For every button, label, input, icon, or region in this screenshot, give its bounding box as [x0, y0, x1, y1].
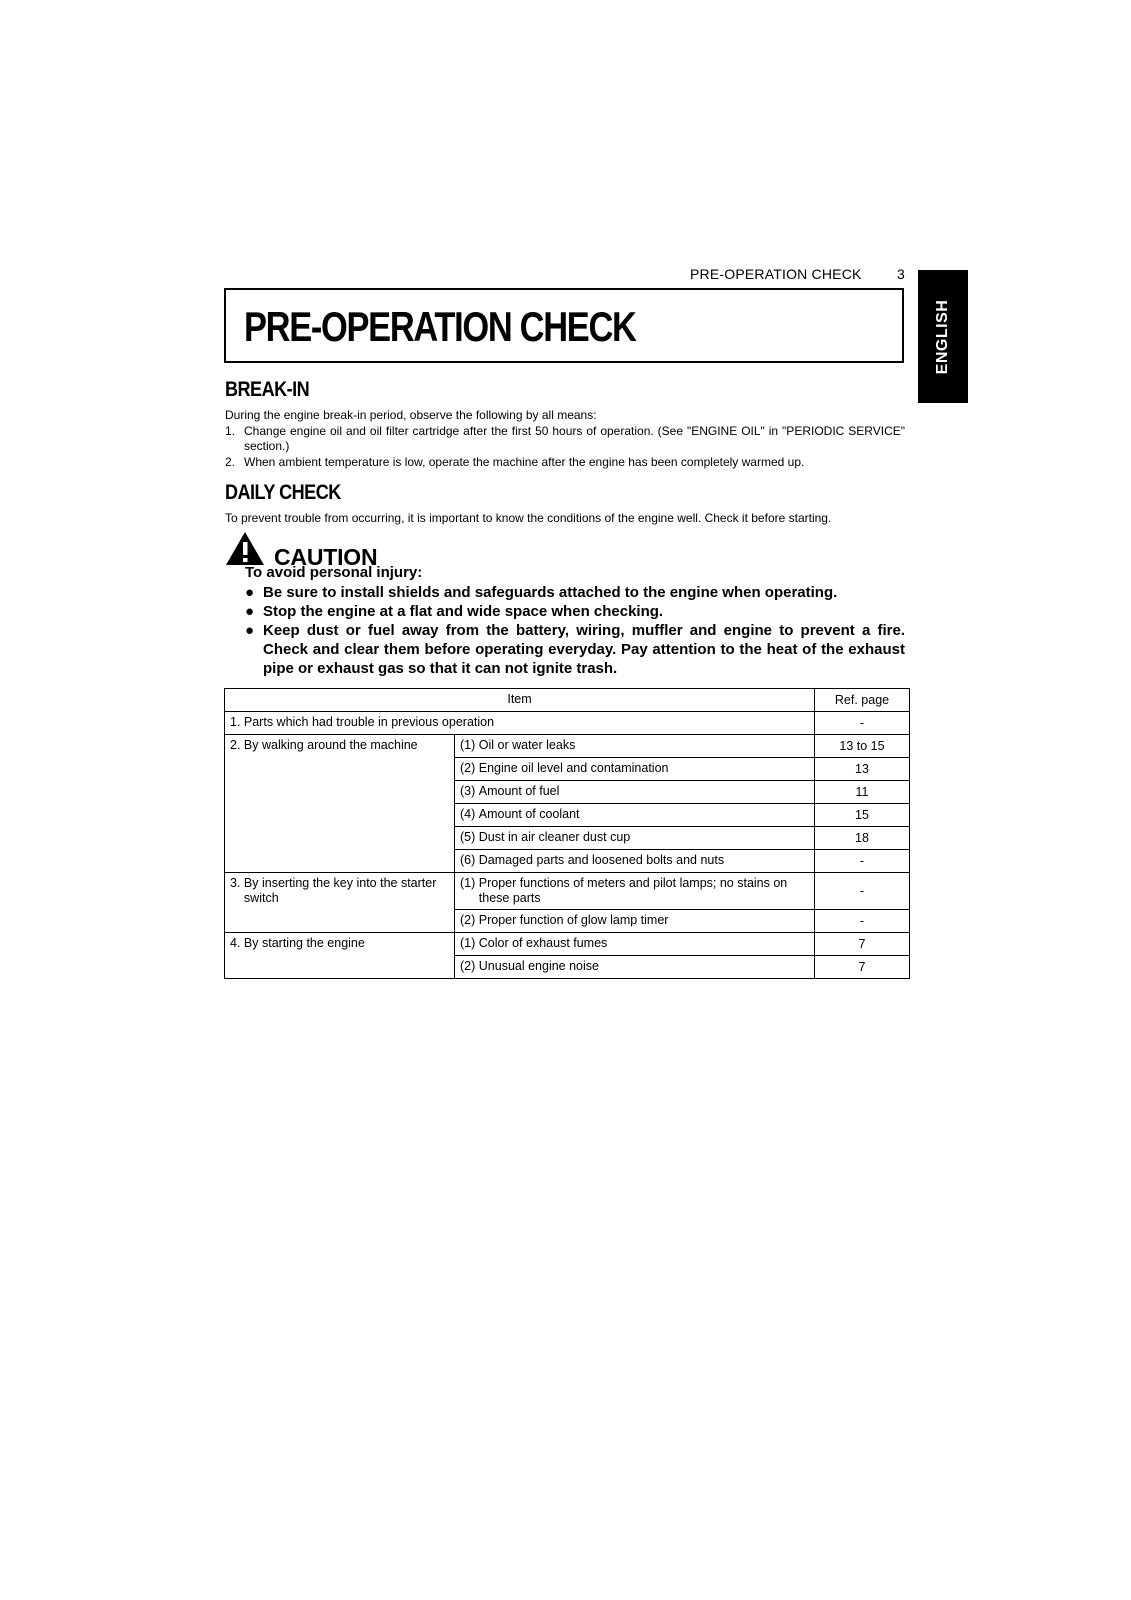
break-in-heading: BREAK-IN [225, 378, 310, 401]
subitem-text: Engine oil level and contamination [478, 761, 669, 775]
bullet-icon: ● [245, 603, 255, 620]
caution-item [245, 621, 905, 678]
table-cell-subitem [455, 933, 815, 956]
table-cell-ref: 7 [815, 956, 910, 979]
table-cell-ref: - [815, 873, 910, 910]
daily-check-heading: DAILY CHECK [225, 481, 341, 504]
table-cell-subitem [455, 873, 815, 910]
subitem-number: (2) [460, 959, 476, 973]
table-cell-ref: 7 [815, 933, 910, 956]
group-label-text: By walking around the machine [243, 738, 418, 752]
group-label-text: By starting the engine [243, 936, 365, 950]
table-group-label [225, 735, 455, 873]
table-cell-ref: - [815, 712, 910, 735]
table-cell-subitem [455, 910, 815, 933]
daily-check-table [224, 688, 910, 979]
subitem-number: (2) [460, 761, 476, 775]
running-head [690, 266, 905, 282]
caution-list [245, 583, 905, 678]
table-cell-subitem [455, 850, 815, 873]
bullet-icon: ● [245, 622, 255, 639]
language-tab-label: ENGLISH [934, 299, 951, 374]
page-title: PRE-OPERATION CHECK [244, 303, 636, 350]
break-in-item-text: Change engine oil and oil filter cartridge after the first 50 hours of operation. (See "ENGINE OIL" in "PERIODIC SERVICE" section.) [244, 423, 905, 453]
group-number: 4. [230, 936, 241, 950]
group-number: 2. [230, 738, 241, 752]
group-number: 3. [230, 876, 241, 890]
table-header-row [225, 689, 910, 712]
caution-item [245, 583, 905, 602]
subitem-text: Oil or water leaks [478, 738, 576, 752]
table-row [225, 933, 910, 956]
table-cell-subitem [455, 735, 815, 758]
break-in-intro: During the engine break-in period, observe the following by all means: [225, 408, 597, 422]
subitem-number: (1) [460, 738, 476, 752]
table-header-ref: Ref. page [815, 689, 910, 712]
caution-item-text: Stop the engine at a flat and wide space when checking. [263, 603, 664, 620]
table-group-label [225, 873, 455, 933]
language-tab [918, 270, 968, 403]
subitem-text: Dust in air cleaner dust cup [478, 830, 631, 844]
break-in-section [225, 408, 905, 470]
table-cell-ref: 13 [815, 758, 910, 781]
caution-intro: To avoid personal injury: [245, 564, 423, 581]
break-in-item [225, 455, 905, 471]
subitem-text: Color of exhaust fumes [478, 936, 608, 950]
break-in-item-number: 1. [225, 423, 236, 438]
subitem-number: (4) [460, 807, 476, 821]
subitem-text: Unusual engine noise [478, 959, 599, 973]
table-row [225, 873, 910, 910]
table-cell-subitem [455, 758, 815, 781]
table-cell-ref: - [815, 850, 910, 873]
subitem-number: (3) [460, 784, 476, 798]
group-label-text: By inserting the key into the starter switch [243, 876, 437, 905]
table-row [225, 735, 910, 758]
table-row [225, 712, 910, 735]
page-number: 3 [897, 266, 905, 282]
table-cell-ref: 13 to 15 [815, 735, 910, 758]
page-title-box [224, 288, 904, 363]
table-cell-subitem [455, 827, 815, 850]
table-cell-subitem [455, 781, 815, 804]
caution-label: CAUTION [274, 544, 378, 570]
table-cell-ref: 18 [815, 827, 910, 850]
subitem-text: Damaged parts and loosened bolts and nuts [478, 853, 725, 867]
subitem-text: Proper functions of meters and pilot lamps; no stains on these parts [478, 876, 788, 905]
subitem-text: Amount of coolant [478, 807, 580, 821]
break-in-item-text: When ambient temperature is low, operate the machine after the engine has been completely warmed up. [244, 454, 805, 469]
caution-item-text: Keep dust or fuel away from the battery, wiring, muffler and engine to prevent a fire. Check and clear them before operating everyday. Pay attention to the heat of the exhaust pipe or exhaust gas so that it can not ignite trash. [263, 622, 905, 677]
break-in-item [225, 424, 905, 455]
table-header-item: Item [225, 689, 815, 712]
caution-item-text: Be sure to install shields and safeguards attached to the engine when operating. [263, 584, 838, 601]
table-cell-subitem [455, 956, 815, 979]
break-in-item-number: 2. [225, 454, 236, 469]
subitem-number: (1) [460, 876, 476, 890]
subitem-number: (5) [460, 830, 476, 844]
bullet-icon: ● [245, 584, 255, 601]
warning-triangle-icon [225, 531, 265, 566]
subitem-number: (1) [460, 936, 476, 950]
subitem-number: (2) [460, 913, 476, 927]
running-head-section: PRE-OPERATION CHECK [690, 266, 862, 282]
subitem-number: (6) [460, 853, 476, 867]
subitem-text: Amount of fuel [478, 784, 560, 798]
table-cell-subitem [455, 804, 815, 827]
subitem-text: Proper function of glow lamp timer [478, 913, 669, 927]
table-cell-ref: 15 [815, 804, 910, 827]
table-group-label [225, 933, 455, 979]
table-cell-ref: - [815, 910, 910, 933]
caution-item [245, 602, 905, 621]
table-cell-ref: 11 [815, 781, 910, 804]
daily-check-intro: To prevent trouble from occurring, it is important to know the conditions of the engine well. Check it before starting. [225, 511, 832, 525]
table-cell-item: 1. Parts which had trouble in previous operation [225, 712, 815, 735]
